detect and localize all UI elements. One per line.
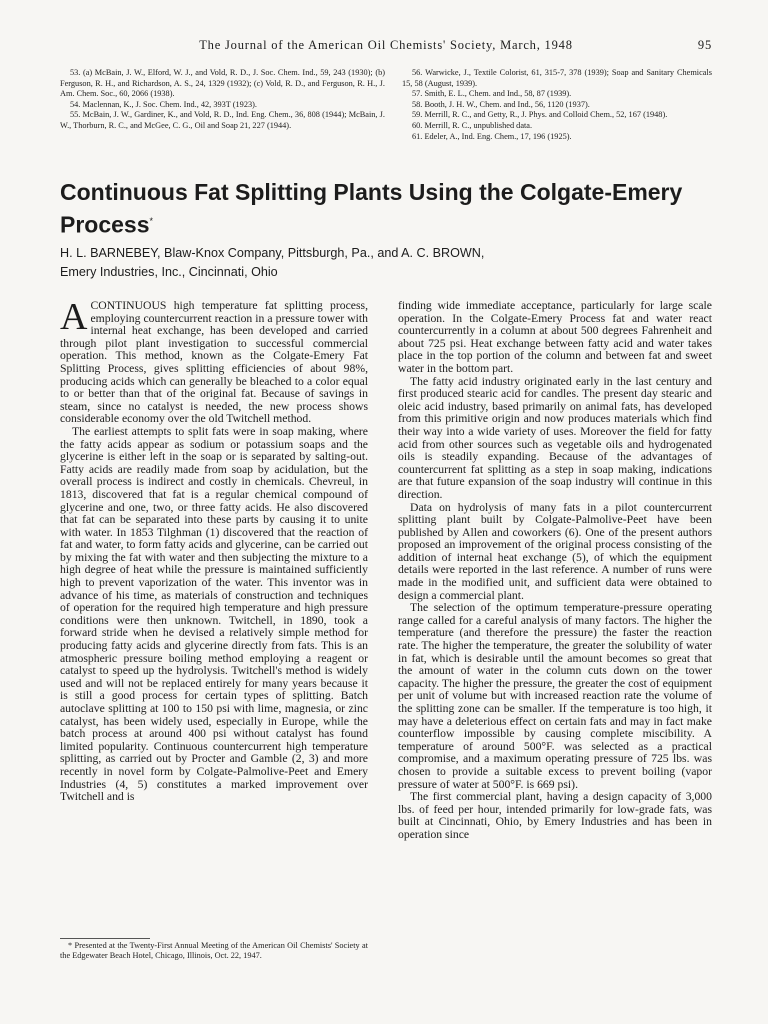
reference-item: 54. Maclennan, K., J. Soc. Chem. Ind., 42, 393T (1923). xyxy=(70,99,257,109)
running-header xyxy=(60,38,712,54)
body-paragraph: Data on hydrolysis of many fats in a pilot countercurrent splitting plant built by Colgate-Palmolive-Peet have been published by Allen and coworkers (6). One of the present authors proposed an improvement of the original process consisting of the addition of internal heat exchange (5), of which the equipment details were reported in the last reference. A number of runs were made in the modified unit, and sufficient data were obtained to design a commercial plant. xyxy=(398,500,712,602)
body-paragraph-text: CONTINUOUS high temperature fat splitting process, employing countercurrent reaction in a pressure tower with internal heat exchange, has been developed and carried through pilot plant investigation to successful commercial operation. This method, known as the Colgate-Emery Fat Splitting Process, gives splitting efficiencies of about 98%, producing acids which can generally be bleached to a color equal to or better than that of the original fat. Because of savings in steam, since no catalyst is needed, the new process shows considerable economy over the old Twitchell method. xyxy=(60,299,368,426)
drop-cap: A xyxy=(60,296,88,338)
reference-item: 55. McBain, J. W., Gardiner, K., and Vold, R. D., Ind. Eng. Chem., 36, 808 (1944); McBain, J. W., Thorburn, R. C., and McGee, C. G., Oil and Soap 21, 227 (1944). xyxy=(60,110,385,130)
body-column-left xyxy=(60,296,368,804)
reference-item: 56. Warwicke, J., Textile Colorist, 61, 315-7, 378 (1939); Soap and Sanitary Chemicals 15, 58 (August, 1939). xyxy=(402,68,712,88)
article-title xyxy=(60,178,700,240)
footnote: * Presented at the Twenty-First Annual Meeting of the American Oil Chemists' Society at the Edgewater Beach Hotel, Chicago, Illinois, Oct. 22, 1947. xyxy=(60,941,368,961)
article-authors xyxy=(60,244,700,282)
body-paragraph: The selection of the optimum temperature-pressure operating range called for a careful analysis of many factors. The higher the temperature (and therefore the pressure) the faster the reaction rate. The higher the temperature, the greater the solubility of water in fat, which is desirable until the amount becomes so great that the amount of water in the column cuts down on the tower capacity. The higher the pressure, the greater the cost of equipment per unit of volume but with increased reaction rate the volume of the splitting zone can be smaller. If the temperature is too high, it may have a deleterious effect on certain fats and may in fact make counterflow impossible by causing complete miscibility. A temperature of around 500°F. was selected as a practical compromise, and a maximum operating pressure of 725 lbs. was chosen to provide a suitable excess to prevent boiling (vapor pressure of water at 500°F. is 669 psi). xyxy=(398,601,712,791)
reference-item: 60. Merrill, R. C., unpublished data. xyxy=(412,120,533,130)
reference-item: 53. (a) McBain, J. W., Elford, W. J., and Vold, R. D., J. Soc. Chem. Ind., 59, 243 (1930); (b) Ferguson, R. H., and Richardson, A. S., 24, 1329 (1932); (c) Vold, R. D., and Ferguson, R. H., J. Am. Chem. Soc., 60, 2066 (1938). xyxy=(60,68,385,99)
running-title: The Journal of the American Oil Chemists' Society, March, 1948 xyxy=(199,38,573,52)
reference-list-left xyxy=(60,68,385,132)
reference-item: 57. Smith, E. L., Chem. and Ind., 58, 87 (1939). xyxy=(412,89,572,99)
reference-item: 59. Merrill, R. C., and Getty, R., J. Phys. and Colloid Chem., 52, 167 (1948). xyxy=(412,110,668,120)
article-title-text: Continuous Fat Splitting Plants Using the Colgate-Emery Process xyxy=(60,179,683,238)
authors-line: Emery Industries, Inc., Cincinnati, Ohio xyxy=(60,265,278,279)
body-paragraph: The earliest attempts to split fats were in soap making, where the fatty acids appear as sodium or potassium soaps and the glycerine is either left in the soap or is separated by salting-out. Fatty acids are readily made from soap by acidulation, but the overall process is indirect and costly in chemicals. Chevreul, in 1813, discovered that fat is a regular chemical compound of glycerine and one, two, or three fatty acids. He also discovered that fat can be separated into these parts by causing it to unite with water. In 1853 Tilghman (1) discovered that the reaction of fat and water, to form fatty acids and glycerine, can be carried out by mixing the fat with water and then subjecting the mixture to a high degree of heat while the pressure is maintained sufficiently high to prevent vaporization of the water. This inventor was in advance of his time, as materials of construction and techniques of operation for the required high temperature and high pressure conditions were then unknown. Twitchell, in 1890, took a forward stride when he devised a relatively simple method for producing fatty acids and glycerine directly from fats. This is an atmospheric pressure boiling method employing a reagent or catalyst to speed up the hydrolysis. Twitchell's method is widely used and will not be replaced entirely for many years because it is still a good process for certain types of splitting. Batch autoclave splitting at 100 to 150 psi with lime, magnesia, or zinc catalyst, has been widely used, especially in Europe, while the batch process at around 400 psi without catalyst has found limited popularity. Continuous countercurrent high temperature splitting, as carried out by Procter and Gamble (2, 3) and more recently in novel form by Colgate-Palmolive-Peet and Emery Industries (4, 5) constitutes a marked improvement over Twitchell and is xyxy=(60,424,368,804)
body-paragraph: finding wide immediate acceptance, particularly for large scale operation. In the Colgate-Emery Process fat and water react countercurrently in a column at about 500 degrees Fahrenheit and about 725 psi. Heat exchange between fatty acid and water takes place in the top portion of the column and between fat and sweet water in the bottom part. xyxy=(398,299,712,375)
footnote-divider xyxy=(60,938,150,939)
body-column-right xyxy=(398,300,712,842)
reference-item: 58. Booth, J. H. W., Chem. and Ind., 56, 1120 (1937). xyxy=(412,99,590,109)
body-paragraph xyxy=(60,296,368,426)
footnote-marker: * xyxy=(149,216,154,226)
body-paragraph: The fatty acid industry originated early in the last century and first produced stearic acid for candles. The present day stearic and oleic acid industry, based primarily on animal fats, has developed from this primitive origin and now produces materials which find their way into a wide variety of uses. Moreover the field for fatty acid from other sources such as vegetable oils and hydrogenated oils is steadily expanding. Because of the advantages of countercurrent fat splitting as a step in soap making, indications are that future expansion of the soap industry will continue in this direction. xyxy=(398,374,712,501)
reference-list-right xyxy=(402,68,712,142)
authors-line: H. L. BARNEBEY, Blaw-Knox Company, Pittsburgh, Pa., and A. C. BROWN, xyxy=(60,246,485,260)
reference-item: 61. Edeler, A., Ind. Eng. Chem., 17, 196 (1925). xyxy=(412,131,572,141)
page-number: 95 xyxy=(697,38,712,52)
body-paragraph: The first commercial plant, having a design capacity of 3,000 lbs. of feed per hour, intended primarily for low-grade fats, was built at Cincinnati, Ohio, by Emery Industries and has been in operation since xyxy=(398,790,712,841)
